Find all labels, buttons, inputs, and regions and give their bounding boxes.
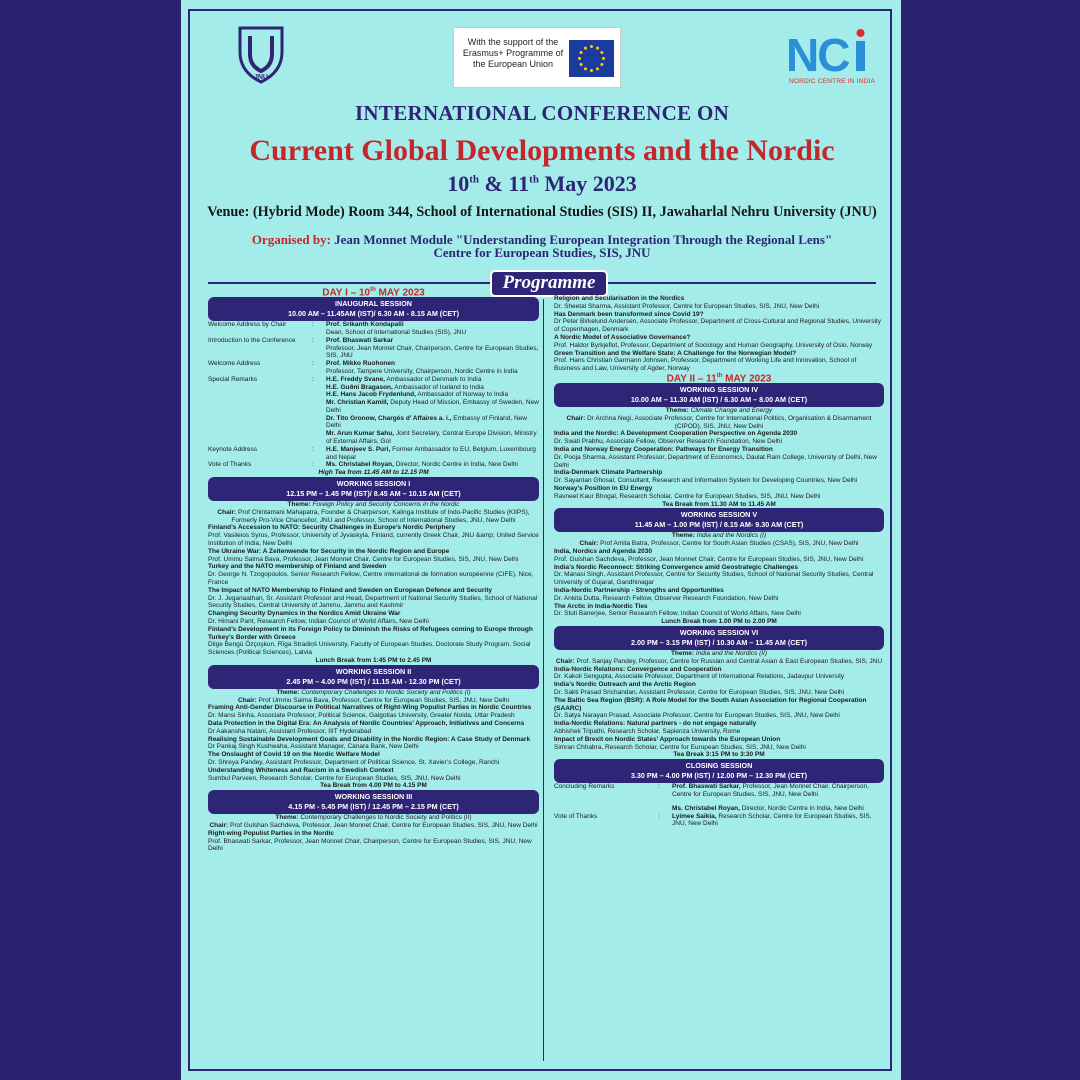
talk-speaker: Dr. Satya Narayan Prasad, Associate Professor, Centre for European Studies, SIS, JNU, New Delhi xyxy=(554,712,840,720)
row-value xyxy=(326,337,539,360)
talk-speaker: Dr. Mansi Sinha, Associate Professor, Political Science, Galgotias University, Greater Noida, Uttar Pradesh xyxy=(208,712,515,720)
talk-title: India and the Nordic: A Development Cooperation Perspective on Agenda 2030 xyxy=(554,430,798,438)
talk-item xyxy=(208,587,539,610)
nci-logo xyxy=(784,27,880,93)
talk-speaker: Dr. George N. Tzogopoulos, Senior Research Fellow, Centre international de formation européenne (CIFE), Nice, France xyxy=(208,571,534,587)
talk-title: Finland’s Development in its Foreign Policy to Diminish the Risks of Refugees coming to Europe through Turkey’s Border with Greece xyxy=(208,625,533,641)
poster xyxy=(181,0,901,1080)
ws2-chair: Chair: Prof Ummu Salma Bava, Professor, Centre for European Studies, SIS, JNU, New Delhi xyxy=(238,696,509,704)
talk-speaker: Prof. Gulshan Sachdeva, Professor, Jean Monnet Chair, Centre for European Studies, SIS, JNU, New Delhi xyxy=(554,555,864,563)
talk-title: India-Denmark Climate Partnership xyxy=(554,469,663,477)
conference-dates: 10th & 11th May 2023 xyxy=(447,171,637,196)
talk-item xyxy=(554,697,884,720)
row-colon: : xyxy=(312,360,314,368)
eu-support-logo xyxy=(453,27,621,88)
talk-title: Data Protection in the Digital Era: An Analysis of Nordic Countries’ Approach, Initiatives and Concerns xyxy=(208,719,525,727)
working-session-2-box: WORKING SESSION II 2.45 PM – 4.00 PM (IST) / 11.15 AM - 12.30 PM (CET) xyxy=(208,665,539,689)
programme-row xyxy=(208,337,539,360)
talk-item xyxy=(208,626,539,657)
talk-item xyxy=(208,830,539,853)
row-colon: : xyxy=(312,336,314,344)
working-session-5-box: WORKING SESSION V 11.45 AM – 1.00 PM (IST) / 8.15 AM- 9.30 AM (CET) xyxy=(554,508,884,532)
talk-item xyxy=(554,564,884,587)
talk-title: Understanding Whiteness and Racism in a Swedish Context xyxy=(208,766,394,774)
speaker-designation: Professor, Jean Monnet Chair, Chairperson, Centre for European Studies, SIS, JNU xyxy=(326,344,539,360)
special-remark xyxy=(326,391,539,399)
special-remark xyxy=(326,415,539,431)
row-label: Welcome Address xyxy=(208,360,261,368)
talk-title: India-Nordic Relations: Convergence and Cooperation xyxy=(554,665,722,673)
talk-title: Green Transition and the Welfare State: A Challenge for the Norwegian Model? xyxy=(554,349,797,357)
speaker-designation: Embassy of Finland, New Delhi xyxy=(326,414,527,430)
talk-speaker: Dr. J. Jeganaathan, Sr. Assistant Professor and Head, Department of National Security Studies, School of National Security Studies, Central University of Jammu, Jammu and Kashmir xyxy=(208,594,538,610)
talk-item xyxy=(208,751,539,767)
talk-speaker: Ravneet Kaur Bhogal, Research Scholar, Centre for European Studies, SIS, JNU, New Delhi xyxy=(554,492,821,500)
talk-item xyxy=(208,720,539,736)
conference-title: Current Global Developments and the Nordic xyxy=(249,134,835,167)
talk-item xyxy=(208,610,539,626)
talk-speaker: Prof. Bhaswati Sarkar, Professor, Jean Monnet Chair, Chairperson, Centre for European Studies, SIS, JNU, New Delhi xyxy=(208,837,532,853)
speaker-designation: Ambassador of Iceland to India xyxy=(392,383,484,391)
jnu-text: JNU xyxy=(253,74,269,81)
talk-speaker: Prof. Vasileios Syros, Professor, University of Jyvaskyla, Finland, currently Greek Chair, JNU &amp; United Service Institution of India, New Delhi xyxy=(208,532,539,548)
talk-item xyxy=(554,681,884,697)
talk-speaker: Sumbul Parveen, Research Scholar, Centre for European Studies, SIS, JNU, New Delhi xyxy=(208,774,461,782)
talk-title: The Impact of NATO Membership to Finland and Sweden on European Defence and Security xyxy=(208,586,492,594)
inaugural-session-box: INAUGURAL SESSION 10.00 AM – 11.45AM (IST)/ 6.30 AM - 8.15 AM (CET) xyxy=(208,297,539,321)
organiser: Organised by: Jean Monnet Module "Understanding European Integration Through the Regional Lens" Centre for European Studies, SIS, JNU xyxy=(251,232,833,260)
talk-speaker: Dr Aakansha Natani, Assistant Professor, IIIT Hyderabad xyxy=(208,727,372,735)
special-remark xyxy=(326,376,539,384)
eu-support-text: With the support of the Erasmus+ Programme of the European Union xyxy=(462,37,564,69)
talk-title: Framing Anti-Gender Discourse in Political Narratives of Right-Wing Populist Parties in Nordic Countries xyxy=(208,704,532,712)
tea-break-2-day2: Tea Break 3:15 PM to 3:30 PM xyxy=(673,751,765,759)
programme-row xyxy=(208,321,539,337)
working-session-1-box: WORKING SESSION I 12.15 PM – 1.45 PM (IST)/ 8.45 AM – 10.15 AM (CET) xyxy=(208,477,539,501)
ws1-chair: Chair: Prof Chintamani Mahapatra, Founder & Chairperson, Kalinga Institute of Indo-Pacific Studies (KIIPS), Formerly Pro-Vice Chancellor, JNU and Professor, School of International Studies, JNU, New Delhi xyxy=(217,508,530,524)
closing-session-box: CLOSING SESSION 3.30 PM – 4.00 PM (IST) / 12.00 PM – 12.30 PM (CET) xyxy=(554,759,884,783)
special-remark xyxy=(326,384,539,392)
row-value xyxy=(326,321,539,337)
ws5-theme: Theme: India and the Nordics (I) xyxy=(671,532,767,540)
talk-item xyxy=(554,720,884,736)
keynote-row: Keynote Address : H.E. Manjeev S. Puri, Former Ambassador to EU, Belgium, Luxembourg and Nepal xyxy=(208,445,536,461)
concluding-remarks-row: Concluding Remarks : Prof. Bhaswati Sarkar, Professor, Jean Monnet Chair, Chairperson, Centre for European Studies, SIS, JNU, New Delhi Ms. Christabel Royan, Director, Nordic Centre in India, New Delhi xyxy=(554,783,869,812)
ws3-chair: Chair: Prof Gulshan Sachdeva, Professor, Jean Monnet Chair, Centre for European Studies, SIS, JNU, New Delhi xyxy=(209,821,538,829)
poster-frame xyxy=(188,9,892,1071)
talk-title: Turkey and the NATO membership of Finland and Sweden xyxy=(208,563,387,571)
row-value xyxy=(326,360,539,376)
talk-title: A Nordic Model of Associative Governance? xyxy=(554,333,691,341)
venue: Venue: (Hybrid Mode) Room 344, School of International Studies (SIS) II, Jawaharlal Nehru University (JNU) xyxy=(207,204,877,220)
talk-item xyxy=(208,736,539,752)
talk-title: Finland’s Accession to NATO: Security Challenges in Europe’s Nordic Periphery xyxy=(208,524,456,532)
ws2-theme: Theme: Contemporary Challenges to Nordic Society and Politics (I) xyxy=(276,688,471,696)
speaker-name: Prof. Mikko Ruohonen xyxy=(326,360,395,368)
row-label: Introduction to the Conference xyxy=(208,336,296,344)
speaker-name: Prof. Bhaswati Sarkar xyxy=(326,336,394,344)
talk-item xyxy=(554,311,884,334)
talk-title: Realising Sustainable Development Goals and Disability in the Nordic Region: A Case Study of Denmark xyxy=(208,735,531,743)
talk-item xyxy=(554,334,884,350)
talk-title: India’s Nordic Outreach and the Arctic Region xyxy=(554,681,696,689)
high-tea-note: High Tea from 11.45 AM to 12.15 PM xyxy=(318,469,429,477)
talk-speaker: Dr Pankaj Singh Kushwaha, Assistant Manager, Canara Bank, New Delhi xyxy=(208,743,419,751)
talk-title: The Ukraine War: A Zeitenwende for Security in the Nordic Region and Europe xyxy=(208,547,450,555)
talk-speaker: Prof. Hans Christian Garmann Johnsen, Professor, Department of Working Life and Innovation, School of Business and Law, University of Agder, Norway xyxy=(554,357,857,373)
talk-item xyxy=(208,563,539,586)
talk-speaker: Prof. Haldor Byrkjeflot, Professor, Department of Sociology and Human Geography, University of Oslo, Norway xyxy=(554,341,873,349)
conference-heading: INTERNATIONAL CONFERENCE ON xyxy=(354,101,730,125)
day1-heading: DAY I – 10th MAY 2023 xyxy=(322,287,425,299)
talk-speaker: Dr. Stuti Banerjee, Senior Research Fellow, Indian Council of World Affairs, New Delhi xyxy=(554,610,801,618)
talk-item xyxy=(554,548,884,564)
programme-label: Programme xyxy=(490,270,608,297)
ws6-theme: Theme: India and the Nordics (II) xyxy=(670,650,768,658)
talk-title: The Arctic in India-Nordic Ties xyxy=(554,602,648,610)
talk-speaker: Dr. Ankita Dutta, Research Fellow, Observer Research Foundation, New Delhi xyxy=(554,594,779,602)
talk-title: Changing Security Dynamics in the Nordics Amid Ukraine War xyxy=(208,610,401,618)
speaker-name: H.E. Freddy Svane, xyxy=(326,375,385,383)
talk-speaker: Abhishek Tripathi, Research Scholar, Sapienza University, Rome xyxy=(554,727,741,735)
talk-item xyxy=(208,548,539,564)
talk-speaker: Dr. Pooja Sharma, Assistant Professor, Department of Economics, Daulat Ram College, University of Delhi, New Delhi xyxy=(554,453,877,469)
talk-item xyxy=(554,446,884,469)
speaker-designation: Dean, School of International Studies (SIS), JNU xyxy=(326,328,467,336)
talk-speaker: Dr. Shreya Pandey, Assistant Professor, Department of Political Science, St. Xavier’s College, Ranchi xyxy=(208,758,500,766)
talk-speaker: Dr. Sakti Prasad Srichandan, Assistant Professor, Centre for European Studies, SIS, JNU, New Delhi xyxy=(554,689,845,696)
speaker-name: H.E. Hans Jacob Frydenlund, xyxy=(326,391,416,399)
speaker-designation: Ambassador of Norway to India xyxy=(415,391,509,399)
talk-speaker: Prof. Ummu Salma Bava, Professor, Jean Monnet Chair, Centre for European Studies, SIS, JNU, New Delhi xyxy=(208,555,519,563)
speaker-designation: Professor, Tampere University, Chairperson, Nordic Centre in India xyxy=(326,367,518,375)
talk-item xyxy=(554,603,884,619)
talk-speaker: Dr. Sheetal Sharma, Assistant Professor, Centre for European Studies, SIS, JNU, New Delhi xyxy=(554,302,820,310)
talk-speaker: Simran Chhabra, Research Scholar, Centre for European Studies, SIS, JNU, New Delhi xyxy=(554,743,806,751)
talk-title: Impact of Brexit on Nordic States’ Approach towards the European Union xyxy=(554,735,781,743)
closing-vote-of-thanks-row: Vote of Thanks : Lyimee Saikia, Research Scholar, Centre for European Studies, SIS, JNU, New Delhi xyxy=(554,812,872,828)
row-colon: : xyxy=(312,321,314,329)
nci-text: NORDIC CENTRE IN INDIA xyxy=(788,78,875,85)
day2-heading: DAY II – 11th MAY 2023 xyxy=(666,372,772,385)
talk-title: Right-wing Populist Parties in the Nordic xyxy=(208,829,335,837)
working-session-3-box: WORKING SESSION III 4.15 PM - 5.45 PM (IST) / 12.45 PM – 2.15 PM (CET) xyxy=(208,790,539,814)
speaker-name: Dr. Tito Gronow, Chargés d’ Affaires a. i., xyxy=(326,414,452,422)
talk-title: Has Denmark been transformed since Covid 19? xyxy=(554,310,704,318)
speaker-name: H.E. Guðni Bragason, xyxy=(326,383,393,391)
talk-title: Religion and Secularisation in the Nordics xyxy=(554,295,685,302)
talk-speaker: Dr. Himani Pant, Research Fellow, Indian Council of World Affairs, New Delhi xyxy=(208,618,429,626)
working-session-4-box: WORKING SESSION IV 10.00 AM – 11.30 AM (IST) / 6.30 AM – 8.00 AM (CET) xyxy=(554,383,884,407)
working-session-6-box: WORKING SESSION VI 2.00 PM – 3.15 PM (IST) / 10.30 AM – 11.45 AM (CET) xyxy=(554,626,884,650)
jnu-logo xyxy=(234,22,288,92)
talk-speaker: Dilge Bengü Özçoşkun, Rīga Stradiņš University, Faculty of European Studies, Doctorate Study Program, Social Sciences (Political Sciences), Latvia xyxy=(208,641,531,657)
talk-title: The Baltic Sea Region (BSR): A Role Model for the South Asian Association for Regional Cooperation (SAARC) xyxy=(554,696,867,712)
day2-column xyxy=(554,287,884,828)
ws5-chair: Chair: Prof Amita Batra, Professor, Centre for South Asian Studies (CSAS), SIS, JNU, New Delhi xyxy=(579,540,859,548)
ws1-theme: Theme: Foreign Policy and Security Concerns in the Nordic xyxy=(287,501,460,509)
column-divider xyxy=(543,299,544,1061)
talk-item xyxy=(554,469,884,485)
talk-title: Norway’s Position in EU Energy xyxy=(554,485,653,493)
talk-title: India’s Nordic Reconnect: Striking Convergence amid Geostrategic Challenges xyxy=(554,563,798,571)
talk-title: India-Nordic Relations: Natural partners - do not engage naturally xyxy=(554,720,757,728)
vote-of-thanks-row: Vote of Thanks : Ms. Christabel Royan, Director, Nordic Centre in India, New Delhi xyxy=(208,461,518,469)
talk-title: India-Nordic Partnership - Strengths and Opportunities xyxy=(554,587,724,595)
speaker-designation: Deputy Head of Mission, Embassy of Sweden, New Delhi xyxy=(326,399,539,414)
talk-item xyxy=(554,295,884,311)
svg-text:NC: NC xyxy=(786,29,849,77)
talk-title: India, Nordics and Agenda 2030 xyxy=(554,548,653,556)
talk-speaker: Dr. Swati Prabhu, Associate Fellow, Observer Research Foundation, New Delhi xyxy=(554,438,782,446)
ws3-theme: Theme: Contemporary Challenges to Nordic Society and Politics (II) xyxy=(275,814,472,822)
talk-speaker: Dr. Kakoli Sengupta, Associate Professor, Department of International Relations, Jadavpur University xyxy=(554,673,845,681)
speaker-designation: Ambassador of Denmark to India xyxy=(384,375,482,383)
programme-row xyxy=(208,360,539,376)
ws6-chair: Chair: Prof. Sanjay Pandey, Professor, Centre for Russian and Central Asian & East European Studies, SIS, JNU xyxy=(555,657,883,665)
ws4-chair: Chair: Dr Archna Negi, Associate Professor, Centre for International Politics, Organisation & Disarmament (CIPOD), SIS, JNU, New Delhi xyxy=(566,414,872,430)
speaker-name: Mr. Christian Kamill, xyxy=(326,399,389,407)
talk-speaker: Dr. Sayantan Ghosal, Consultant, Research and Information System for Developing Countries, New Delhi xyxy=(554,477,858,485)
special-remark xyxy=(326,399,539,415)
special-remarks-row: Special Remarks : H.E. Freddy Svane, Ambassador of Denmark to India H.E. Guðni Bragason, Ambassador of Iceland to India H.E. Hans Jacob Frydenlund, Ambassador of Norway to India Mr. Christian Kamill, Deputy Head of Mission, Embassy of Sweden, New Delhi Dr. Tito Gronow, Chargés d’ Affaires a. i., Embassy of Finland, New Delhi Mr. Arun Kumar Sahu, Joint Secretary, Central Europe Division, Ministry of External Affairs, GoI xyxy=(208,375,539,446)
speaker-name: Mr. Arun Kumar Sahu, xyxy=(326,430,395,438)
talk-speaker: Dr Peter Birkelund Andersen, Associate Professor, Department of Cross-Cultural and Regional Studies, University of Copenhagen, Denmark xyxy=(554,318,881,334)
talk-speaker: Dr. Manasi Singh, Assistant Professor, Centre for Security Studies, School of National Security Studies, Central University of Gujarat, Gandhinagar xyxy=(554,571,874,587)
talk-item xyxy=(208,704,539,720)
talk-item xyxy=(554,587,884,603)
talk-item xyxy=(554,666,884,682)
lunch-break-day1: Lunch Break from 1:45 PM to 2.45 PM xyxy=(315,657,432,664)
talk-item xyxy=(208,767,539,783)
speaker-name: Prof. Srikanth Kondapalli xyxy=(326,321,404,329)
special-remark xyxy=(326,430,539,446)
eu-flag-icon xyxy=(569,40,614,77)
talk-item xyxy=(554,430,884,446)
talk-item xyxy=(554,350,884,373)
speaker-designation: Joint Secretary, Central Europe Division, Ministry of External Affairs, GoI xyxy=(326,430,537,446)
talk-title: The Onslaught of Covid 19 on the Nordic Welfare Model xyxy=(208,751,380,759)
talk-item xyxy=(554,485,884,501)
row-label: Welcome Address by Chair xyxy=(208,321,287,329)
tea-break-day1: Tea Break from 4.00 PM to 4.15 PM xyxy=(320,782,427,790)
tea-break-1-day2: Tea Break from 11.30 AM to 11.45 AM xyxy=(662,500,776,508)
day1-column xyxy=(208,287,539,853)
talk-item xyxy=(554,736,884,752)
ws4-theme: Theme: Climate Change and Energy xyxy=(665,407,773,415)
talk-item xyxy=(208,524,539,547)
lunch-break-day2: Lunch Break from 1.00 PM to 2.00 PM xyxy=(661,618,777,626)
talk-title: India and Norway Energy Cooperation: Pathways for Energy Transition xyxy=(554,446,773,454)
